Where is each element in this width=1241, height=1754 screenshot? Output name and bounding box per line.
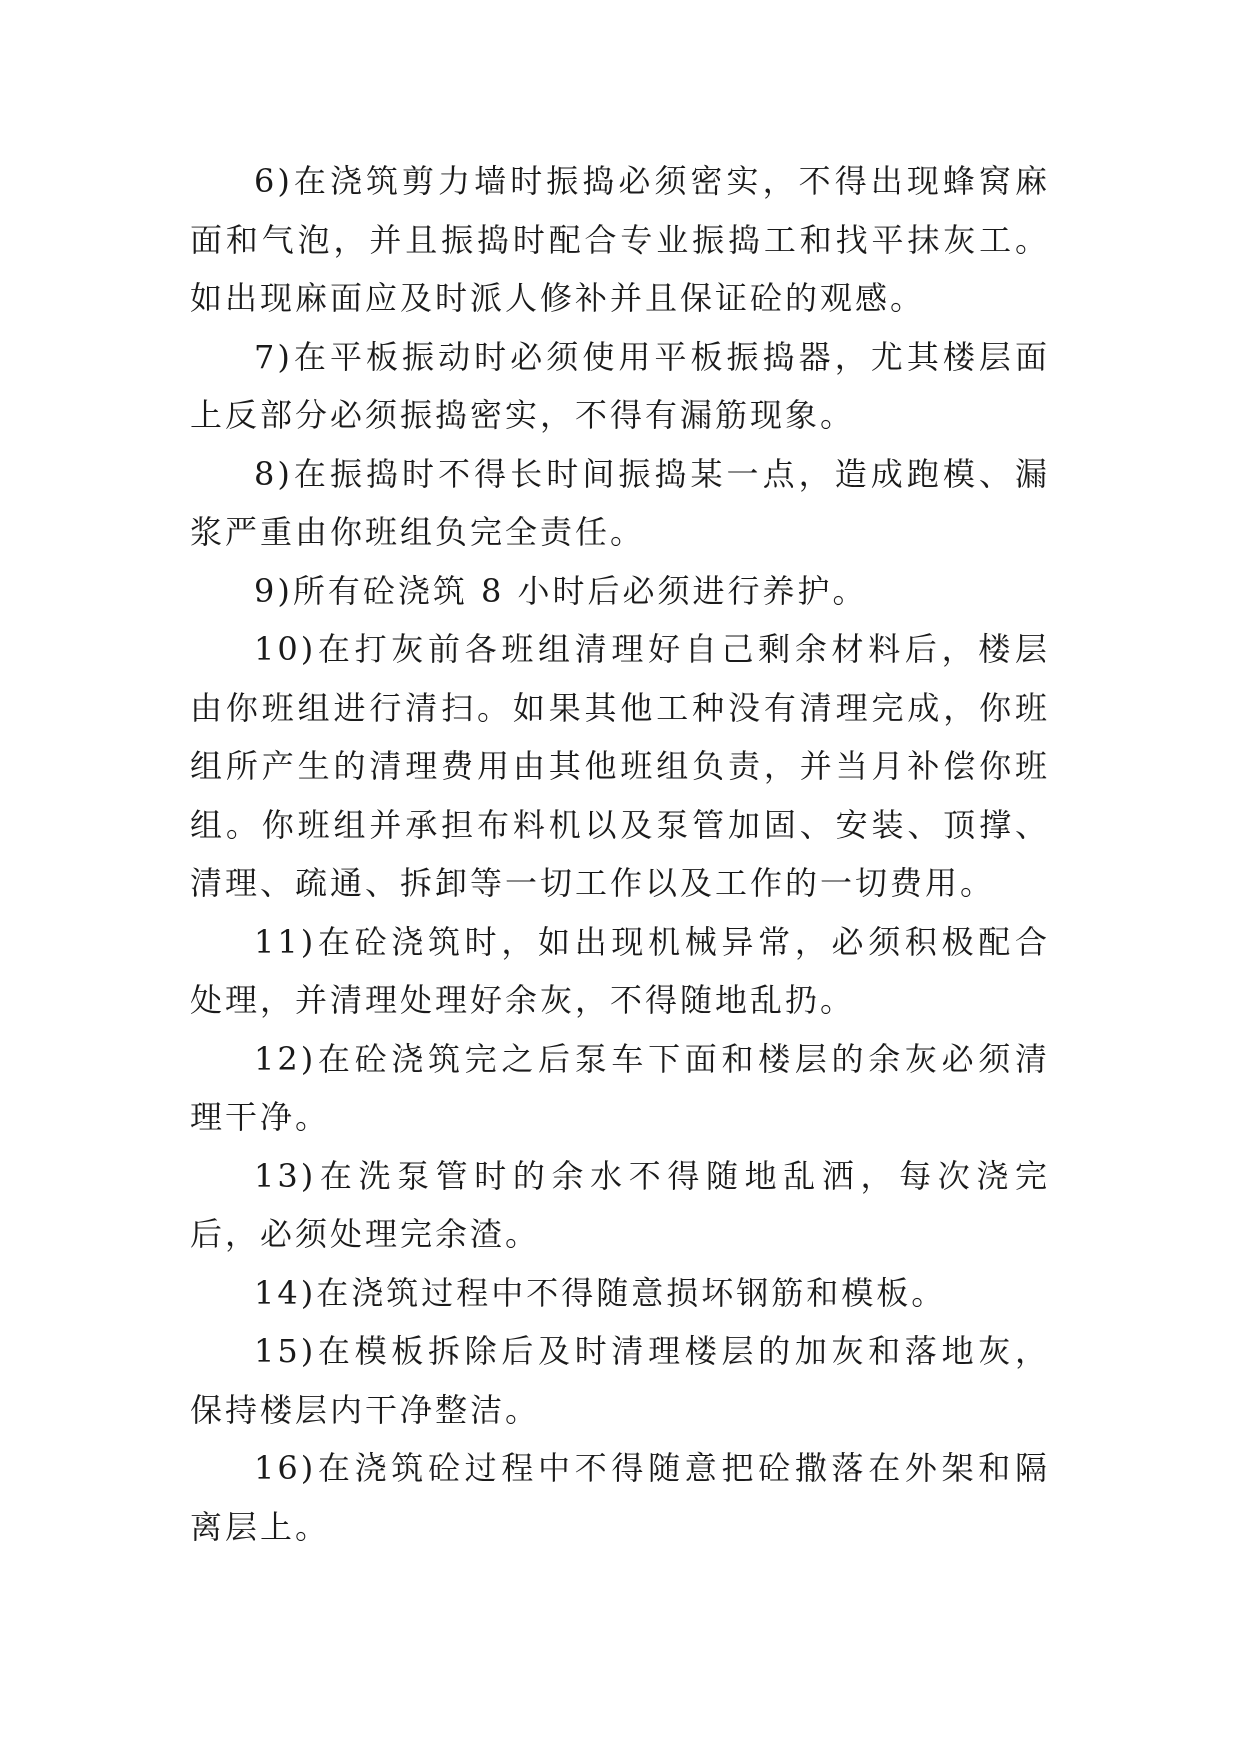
paragraph-8: 8)在振捣时不得长时间振捣某一点，造成跑模、漏浆严重由你班组负完全责任。	[190, 454, 1050, 551]
paragraph-16: 16)在浇筑砼过程中不得随意把砼撒落在外架和隔离层上。	[190, 1449, 1050, 1546]
paragraph-11: 11)在砼浇筑时，如出现机械异常，必须积极配合处理，并清理处理好余灰，不得随地乱扔。	[190, 922, 1050, 1019]
paragraph-7: 7)在平板振动时必须使用平板振捣器，尤其楼层面上反部分必须振捣密实，不得有漏筋现象。	[190, 337, 1050, 434]
paragraph-14: 14)在浇筑过程中不得随意损坏钢筋和模板。	[254, 1273, 947, 1312]
paragraph-10: 10)在打灰前各班组清理好自己剩余材料后，楼层由你班组进行清扫。如果其他工种没有清理完成，你班组所产生的清理费用由其他班组负责，并当月补偿你班组。你班组并承担布料机以及泵管加固、安装、顶撑、清理、疏通、拆卸等一切工作以及工作的一切费用。	[190, 630, 1050, 902]
paragraph-12: 12)在砼浇筑完之后泵车下面和楼层的余灰必须清理干净。	[190, 1039, 1050, 1136]
paragraph-15: 15)在模板拆除后及时清理楼层的加灰和落地灰，保持楼层内干净整洁。	[190, 1332, 1050, 1429]
document-body	[190, 152, 1050, 1556]
paragraph-6: 6)在浇筑剪力墙时振捣必须密实，不得出现蜂窝麻面和气泡，并且振捣时配合专业振捣工和找平抹灰工。如出现麻面应及时派人修补并且保证砼的观感。	[190, 162, 1050, 317]
paragraph-9: 9)所有砼浇筑 8 小时后必须进行养护。	[254, 571, 868, 610]
paragraph-13: 13)在洗泵管时的余水不得随地乱洒，每次浇完后，必须处理完余渣。	[190, 1156, 1050, 1253]
